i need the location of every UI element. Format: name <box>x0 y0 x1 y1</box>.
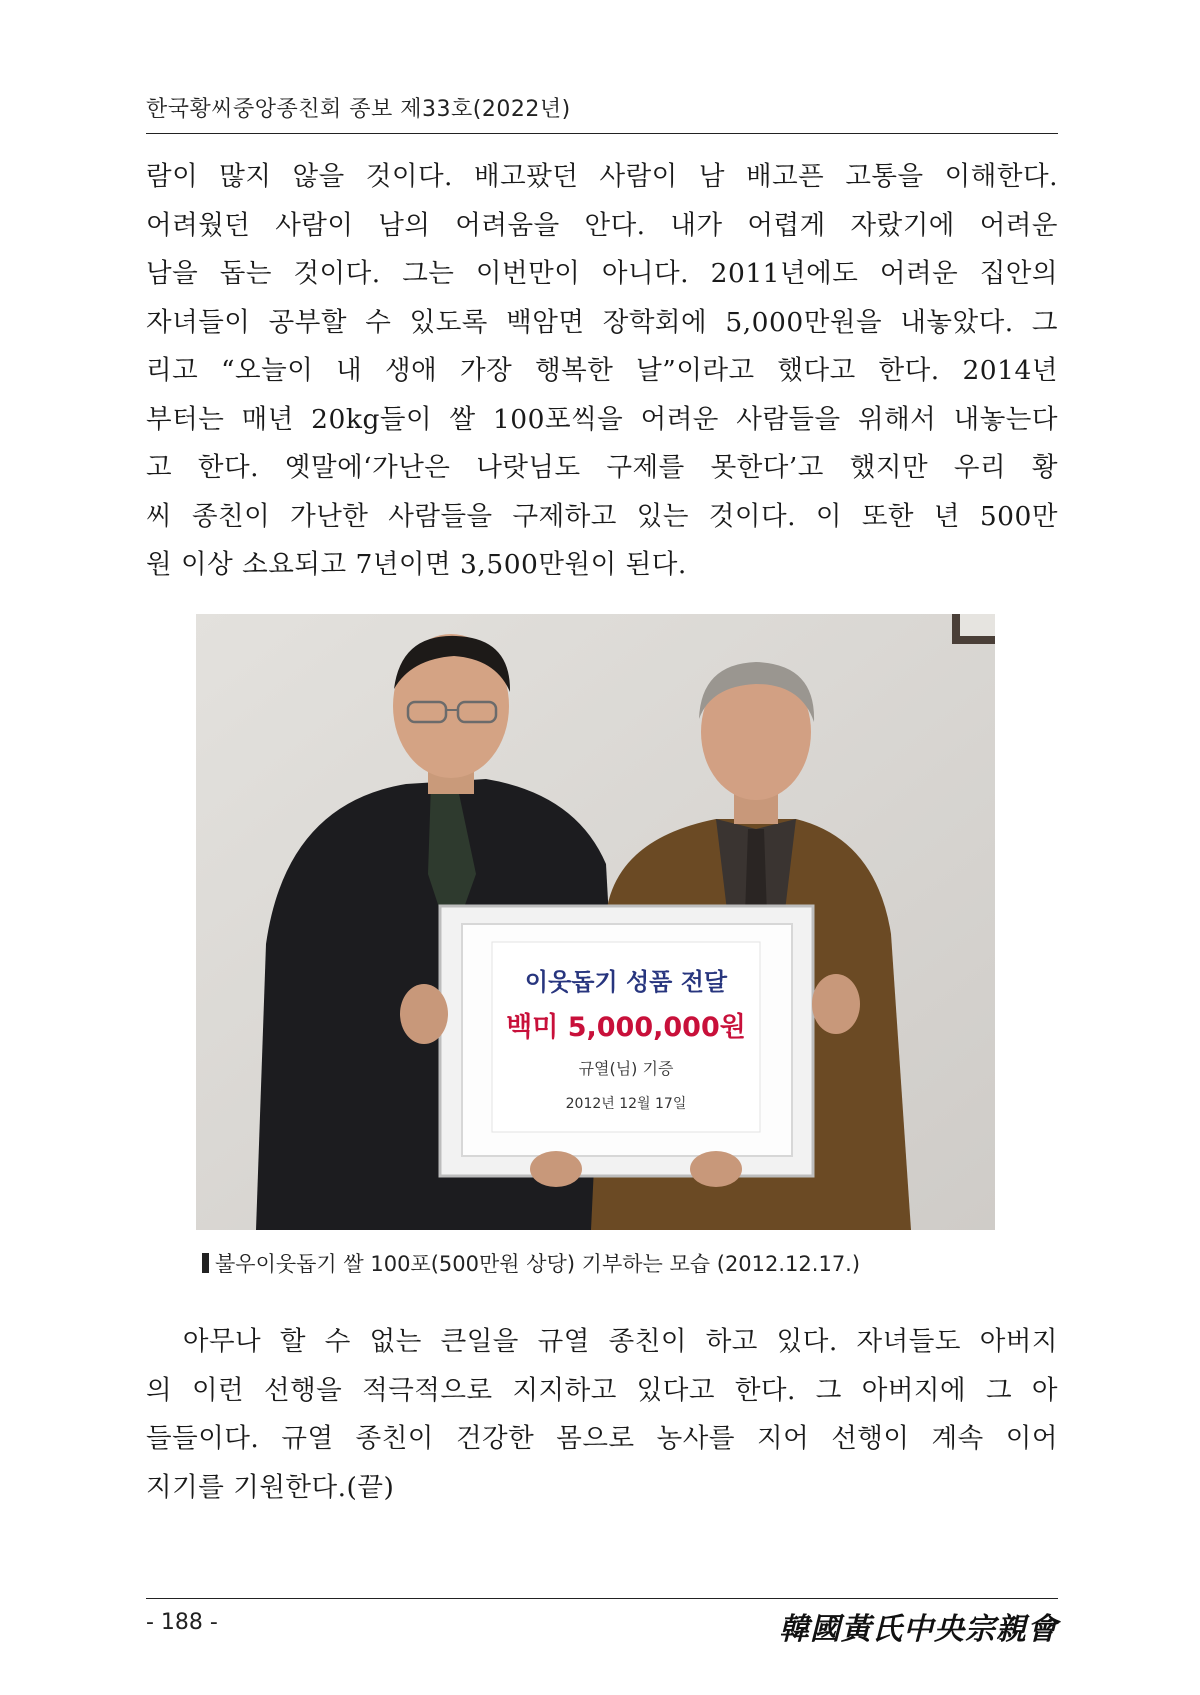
board-amount: 백미 5,000,000원 <box>506 1012 746 1043</box>
text-line: 원 이상 소요되고 7년이면 3,500만원이 된다. <box>146 549 687 580</box>
text-line: 남을 돕는 것이다. 그는 이번만이 아니다. 2011년에도 어려운 집안의 <box>146 258 1058 289</box>
board-title: 이웃돕기 성품 전달 <box>524 968 728 996</box>
donation-photo-illustration <box>196 614 995 1230</box>
text-line: 부터는 매년 20kg들이 쌀 100포씩을 어려운 사람들을 위해서 내놓는다 <box>146 403 1058 435</box>
text-line: 지기를 기원한다.(끝) <box>146 1471 395 1503</box>
page-number: - 188 - <box>146 1610 218 1635</box>
text-line: 들들이다. 규열 종친이 건강한 몸으로 농사를 지어 선행이 계속 이어 <box>146 1423 1058 1454</box>
organization-logo: 韓國黃氏中央宗親會 <box>779 1612 1058 1647</box>
text-line: 씨 종친이 가난한 사람들을 구제하고 있는 것이다. 이 또한 년 500만 <box>146 500 1058 532</box>
text-line: 아무나 할 수 없는 큰일을 규열 종친이 하고 있다. 자녀들도 아버지 <box>146 1326 1058 1357</box>
caption-marker <box>202 1253 209 1273</box>
text-line: 리고 “오늘이 내 생애 가장 행복한 날”이라고 했다고 한다. 2014년 <box>146 355 1058 386</box>
header-rule <box>146 133 1058 134</box>
page-header-title: 한국황씨중앙종친회 종보 제33호(2022년) <box>146 97 571 122</box>
board-donor: 규열(님) 기증 <box>578 1059 674 1078</box>
text-line: 자녀들이 공부할 수 있도록 백암면 장학회에 5,000만원을 내놓았다. 그 <box>146 306 1058 338</box>
board-date: 2012년 12월 17일 <box>565 1096 687 1112</box>
text-line: 의 이런 선행을 적극적으로 지지하고 있다고 한다. 그 아버지에 그 아 <box>146 1374 1058 1406</box>
photo-caption <box>202 1248 860 1278</box>
text-line: 어려웠던 사람이 남의 어려움을 안다. 내가 어렵게 자랐기에 어려운 <box>146 209 1058 241</box>
text-line: 람이 많지 않을 것이다. 배고팠던 사람이 남 배고픈 고통을 이해한다. <box>146 161 1058 192</box>
body-paragraph-1 <box>146 153 1058 590</box>
body-paragraph-2 <box>146 1318 1058 1512</box>
donation-photo <box>196 614 995 1230</box>
text-line: 고 한다. 옛말에‘가난은 나랏님도 구제를 못한다’고 했지만 우리 황 <box>146 452 1058 483</box>
footer-rule <box>146 1598 1058 1599</box>
caption-text: 불우이웃돕기 쌀 100포(500만원 상당) 기부하는 모습 (2012.12.17.) <box>215 1252 861 1276</box>
